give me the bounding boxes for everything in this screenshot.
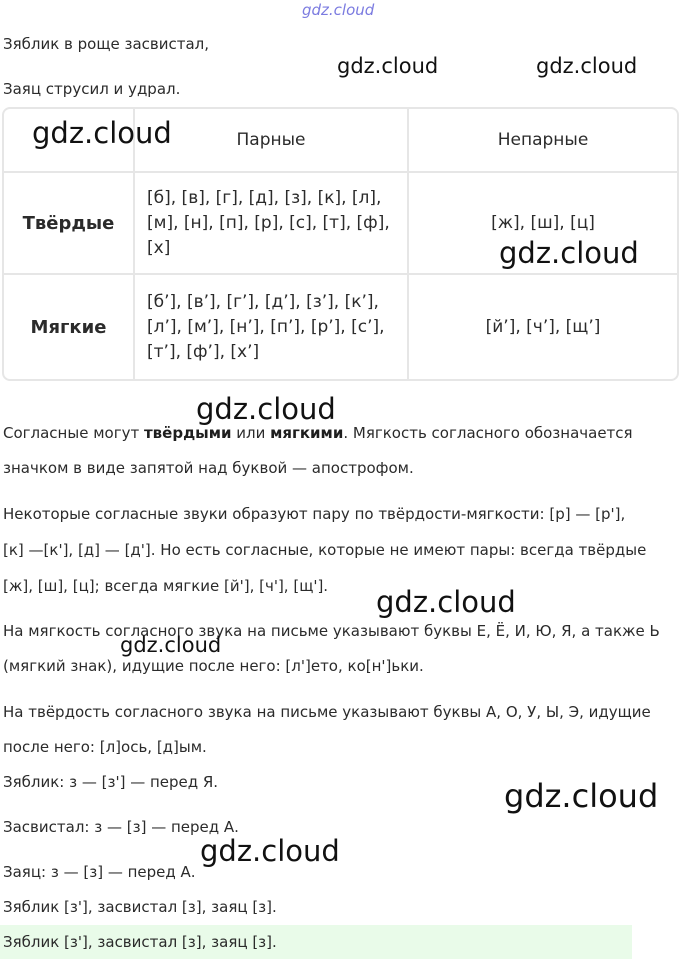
cell-hard-unpaired: [ж], [ш], [ц] — [409, 173, 677, 275]
table-header-paired: Парные — [135, 109, 409, 173]
paragraph-3-line-2: (мягкий знак), идущие после него: [л']ето, ко[н']ьки. — [3, 657, 424, 675]
watermark: gdz.cloud — [32, 116, 172, 150]
watermark: gdz.cloud — [200, 834, 340, 868]
analysis-line-3: Заяц: з — [з] — перед А. — [3, 863, 196, 881]
paragraph-1-line-1 — [3, 424, 633, 442]
paragraph-4-line-1: На твёрдость согласного звука на письме указывают буквы А, О, У, Ы, Э, идущие — [3, 703, 651, 721]
analysis-line-2: Засвистал: з — [з] — перед А. — [3, 818, 239, 836]
watermark: gdz.cloud — [536, 54, 638, 78]
paragraph-3-line-1: На мягкость согласного звука на письме указывают буквы Е, Ё, И, Ю, Я, а также Ь — [3, 622, 660, 640]
poem-line-1: Зяблик в роще засвистал, — [3, 35, 210, 53]
answer-line: Зяблик [з'], засвистал [з], заяц [з]. — [3, 933, 277, 951]
text-span: или — [231, 424, 271, 442]
cell-soft-unpaired: [й’], [ч’], [щ’] — [485, 317, 601, 337]
bold-term-hard: твёрдыми — [143, 424, 232, 442]
watermark: gdz.cloud — [504, 777, 659, 815]
cell-soft-paired: [б’], [в’], [г’], [д’], [з’], [к’], [л’], [м’], [н’], [п’], [р’], [с’], [т’], [ф’], [х’] — [135, 275, 409, 379]
table-row — [4, 275, 677, 379]
row-label-soft: Мягкие — [4, 275, 135, 379]
row-label-hard: Твёрдые — [4, 173, 135, 275]
table-header-unpaired: Непарные — [409, 109, 677, 173]
cell-hard-paired: [б], [в], [г], [д], [з], [к], [л], [м], [н], [п], [р], [с], [т], [ф], [х] — [135, 173, 409, 275]
text-span: . Мягкость согласного обозначается — [343, 424, 633, 442]
bold-term-soft: мягкими — [270, 424, 344, 442]
paragraph-2-line-2: [к] —[к'], [д] — [д']. Но есть согласные, которые не имеют пары: всегда твёрдые — [3, 541, 647, 559]
watermark: gdz.cloud — [120, 633, 222, 657]
analysis-line-1: Зяблик: з — [з'] — перед Я. — [3, 773, 219, 791]
paragraph-4-line-2: после него: [л]ось, [д]ым. — [3, 738, 207, 756]
paragraph-2-line-3: [ж], [ш], [ц]; всегда мягкие [й'], [ч'], [щ']. — [3, 577, 329, 595]
poem-line-2: Заяц струсил и удрал. — [3, 80, 181, 98]
paragraph-2-line-1: Некоторые согласные звуки образуют пару по твёрдости-мягкости: [р] — [р'], — [3, 505, 626, 523]
watermark-top: gdz.cloud — [302, 1, 375, 19]
watermark: gdz.cloud — [196, 392, 336, 426]
analysis-line-4: Зяблик [з'], засвистал [з], заяц [з]. — [3, 898, 277, 916]
watermark: gdz.cloud — [376, 585, 516, 619]
text-span: Согласные могут — [3, 424, 144, 442]
paragraph-1-line-2: значком в виде запятой над буквой — апострофом. — [3, 459, 414, 477]
watermark: gdz.cloud — [499, 236, 639, 270]
watermark: gdz.cloud — [337, 54, 439, 78]
